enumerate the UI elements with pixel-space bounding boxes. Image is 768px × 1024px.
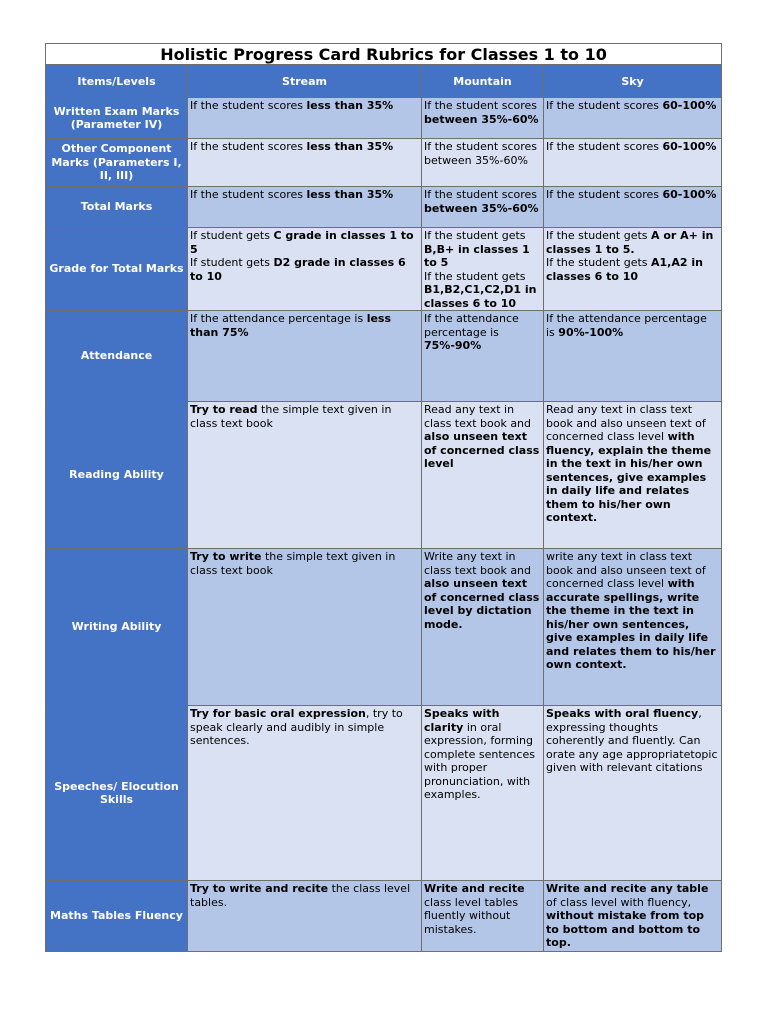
sky-cell: Read any text in class text book and also unseen text of concerned class level with fluency, explain the theme in the text in his/her own sentences, give examples in daily life and relates them to his/her own context. xyxy=(544,402,722,549)
row-label: Written Exam Marks (Parameter IV) xyxy=(46,98,188,139)
header-stream: Stream xyxy=(188,65,422,98)
row-other-component-marks xyxy=(46,139,722,187)
row-attendance xyxy=(46,311,722,402)
row-label: Writing Ability xyxy=(46,549,188,706)
page-title: Holistic Progress Card Rubrics for Classes 1 to 10 xyxy=(46,44,722,65)
sky-cell: If the student scores 60-100% xyxy=(544,187,722,228)
mountain-cell: If the student scores between 35%-60% xyxy=(422,139,544,187)
stream-cell: If the student scores less than 35% xyxy=(188,139,422,187)
row-writing-ability xyxy=(46,549,722,706)
stream-cell: If student gets C grade in classes 1 to 5 If student gets D2 grade in classes 6 to 10 xyxy=(188,228,422,311)
row-reading-ability xyxy=(46,402,722,549)
sky-cell: Speaks with oral fluency, expressing thoughts coherently and fluently. Can orate any age appropriatetopic given with relevant citations xyxy=(544,706,722,881)
stream-cell: Try to read the simple text given in class text book xyxy=(188,402,422,549)
row-label: Other Component Marks (Parameters I, II, III) xyxy=(46,139,188,187)
row-label: Total Marks xyxy=(46,187,188,228)
header-mountain: Mountain xyxy=(422,65,544,98)
sky-cell: write any text in class text book and also unseen text of concerned class level with accurate spellings, write the theme in the text in his/her own sentences, give examples in daily life and relates them to his/her own context. xyxy=(544,549,722,706)
mountain-cell: If the student gets B,B+ in classes 1 to 5 If the student gets B1,B2,C1,C2,D1 in classes 6 to 10 xyxy=(422,228,544,311)
mountain-cell: Write any text in class text book and also unseen text of concerned class level by dictation mode. xyxy=(422,549,544,706)
sky-cell: If the attendance percentage is 90%-100% xyxy=(544,311,722,402)
header-items-levels: Items/Levels xyxy=(46,65,188,98)
sky-cell: If the student scores 60-100% xyxy=(544,139,722,187)
sky-cell: Write and recite any table of class level with fluency, without mistake from top to bottom and bottom to top. xyxy=(544,881,722,952)
stream-cell: If the attendance percentage is less than 75% xyxy=(188,311,422,402)
sky-cell: If the student scores 60-100% xyxy=(544,98,722,139)
mountain-cell: Write and recite class level tables fluently without mistakes. xyxy=(422,881,544,952)
row-total-marks xyxy=(46,187,722,228)
row-label: Maths Tables Fluency xyxy=(46,881,188,952)
row-label: Grade for Total Marks xyxy=(46,228,188,311)
mountain-cell: If the attendance percentage is 75%-90% xyxy=(422,311,544,402)
sky-cell: If the student gets A or A+ in classes 1 to 5. If the student gets A1,A2 in classes 6 to 10 xyxy=(544,228,722,311)
mountain-cell: Speaks with clarity in oral expression, forming complete sentences with proper pronunciation, with examples. xyxy=(422,706,544,881)
mountain-cell: If the student scores between 35%-60% xyxy=(422,98,544,139)
row-label: Reading Ability xyxy=(46,402,188,549)
row-speeches-elocution-skills xyxy=(46,706,722,881)
row-grade-for-total-marks xyxy=(46,228,722,311)
stream-cell: Try to write the simple text given in class text book xyxy=(188,549,422,706)
mountain-cell: Read any text in class text book and also unseen text of concerned class level xyxy=(422,402,544,549)
row-label: Speeches/ Elocution Skills xyxy=(46,706,188,881)
row-written-exam-marks xyxy=(46,98,722,139)
stream-cell: Try to write and recite the class level tables. xyxy=(188,881,422,952)
title-row xyxy=(46,44,722,65)
row-label: Attendance xyxy=(46,311,188,402)
stream-cell: If the student scores less than 35% xyxy=(188,187,422,228)
row-maths-tables-fluency xyxy=(46,881,722,952)
rubrics-table xyxy=(45,43,722,952)
mountain-cell: If the student scores between 35%-60% xyxy=(422,187,544,228)
header-sky: Sky xyxy=(544,65,722,98)
stream-cell: If the student scores less than 35% xyxy=(188,98,422,139)
stream-cell: Try for basic oral expression, try to speak clearly and audibly in simple sentences. xyxy=(188,706,422,881)
header-row xyxy=(46,65,722,98)
